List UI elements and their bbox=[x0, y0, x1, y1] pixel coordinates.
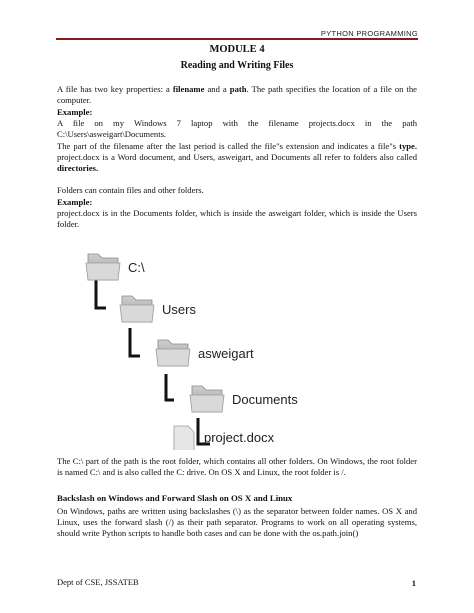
folder-label: Users bbox=[162, 302, 196, 317]
bold-term-filename: filename bbox=[172, 84, 205, 94]
file-icon bbox=[174, 426, 194, 450]
text-run: . The path specifies the location of a file on the computer. bbox=[57, 84, 417, 105]
folder-tree-diagram bbox=[70, 240, 370, 450]
paragraph-example-1: A file on my Windows 7 laptop with the filename projects.docx in the path C:\Users\asweigart\Documents. bbox=[57, 118, 417, 139]
paragraph-example-2: project.docx is in the Documents folder, which is inside the asweigart folder, which is inside the Users folder. bbox=[57, 208, 417, 229]
text-run: and a bbox=[204, 84, 230, 94]
footer-department: Dept of CSE, JSSATEB bbox=[57, 577, 139, 587]
folder-front-icon bbox=[156, 349, 190, 366]
folder-front-icon bbox=[120, 305, 154, 322]
text-run: project.docx is a Word document, and Users, asweigart, and Documents all refer to folders also called bbox=[57, 152, 417, 162]
example-label-2 bbox=[57, 197, 417, 208]
paragraph-extension bbox=[57, 141, 417, 174]
example-label-1 bbox=[57, 107, 417, 118]
text-run: A file has two key properties: a bbox=[57, 84, 173, 94]
folder-icon-group bbox=[190, 386, 298, 412]
folder-front-icon bbox=[190, 395, 224, 412]
folder-front-icon bbox=[86, 263, 120, 280]
folder-label: Documents bbox=[232, 392, 298, 407]
header-rule bbox=[56, 38, 418, 40]
section-heading: Backslash on Windows and Forward Slash on OS X and Linux bbox=[57, 493, 293, 503]
bold-term-path: path bbox=[229, 84, 247, 94]
bold-term-type: type. bbox=[399, 141, 417, 151]
page-number: 1 bbox=[411, 578, 416, 588]
module-subtitle: Reading and Writing Files bbox=[180, 60, 294, 71]
folder-icon-group bbox=[156, 340, 254, 366]
module-title: MODULE 4 bbox=[209, 44, 265, 55]
folder-icon-group bbox=[86, 254, 145, 280]
file-icon-group bbox=[174, 426, 275, 450]
folder-label: C:\ bbox=[128, 260, 145, 275]
file-label: project.docx bbox=[204, 430, 275, 445]
paragraph-intro bbox=[57, 84, 417, 106]
paragraph-folders: Folders can contain files and other folders. bbox=[57, 185, 204, 195]
running-header: PYTHON PROGRAMMING bbox=[320, 29, 418, 38]
paragraph-root-folder: The C:\ part of the path is the root folder, which contains all other folders. On Windows, the root folder is named C:\ and is also called the C: drive. On OS X and Linux, the root folder is /. bbox=[57, 456, 417, 477]
example-label-text: Example: bbox=[57, 107, 93, 117]
bold-term-directories: directories. bbox=[57, 163, 99, 173]
paragraph-separators: On Windows, paths are written using backslashes (\) as the separator between folder names. OS X and Linux, uses the forward slash (/) as their path separator. Programs to work on all operating systems, should write Python scripts to handle both cases and can be done with the os.path.join() bbox=[57, 506, 417, 538]
example-label-text: Example: bbox=[57, 197, 93, 207]
folder-icon-group bbox=[120, 296, 196, 322]
text-run: The part of the filename after the last period is called the file"s extension and indicates a file"s bbox=[57, 141, 400, 151]
folder-label: asweigart bbox=[198, 346, 254, 361]
